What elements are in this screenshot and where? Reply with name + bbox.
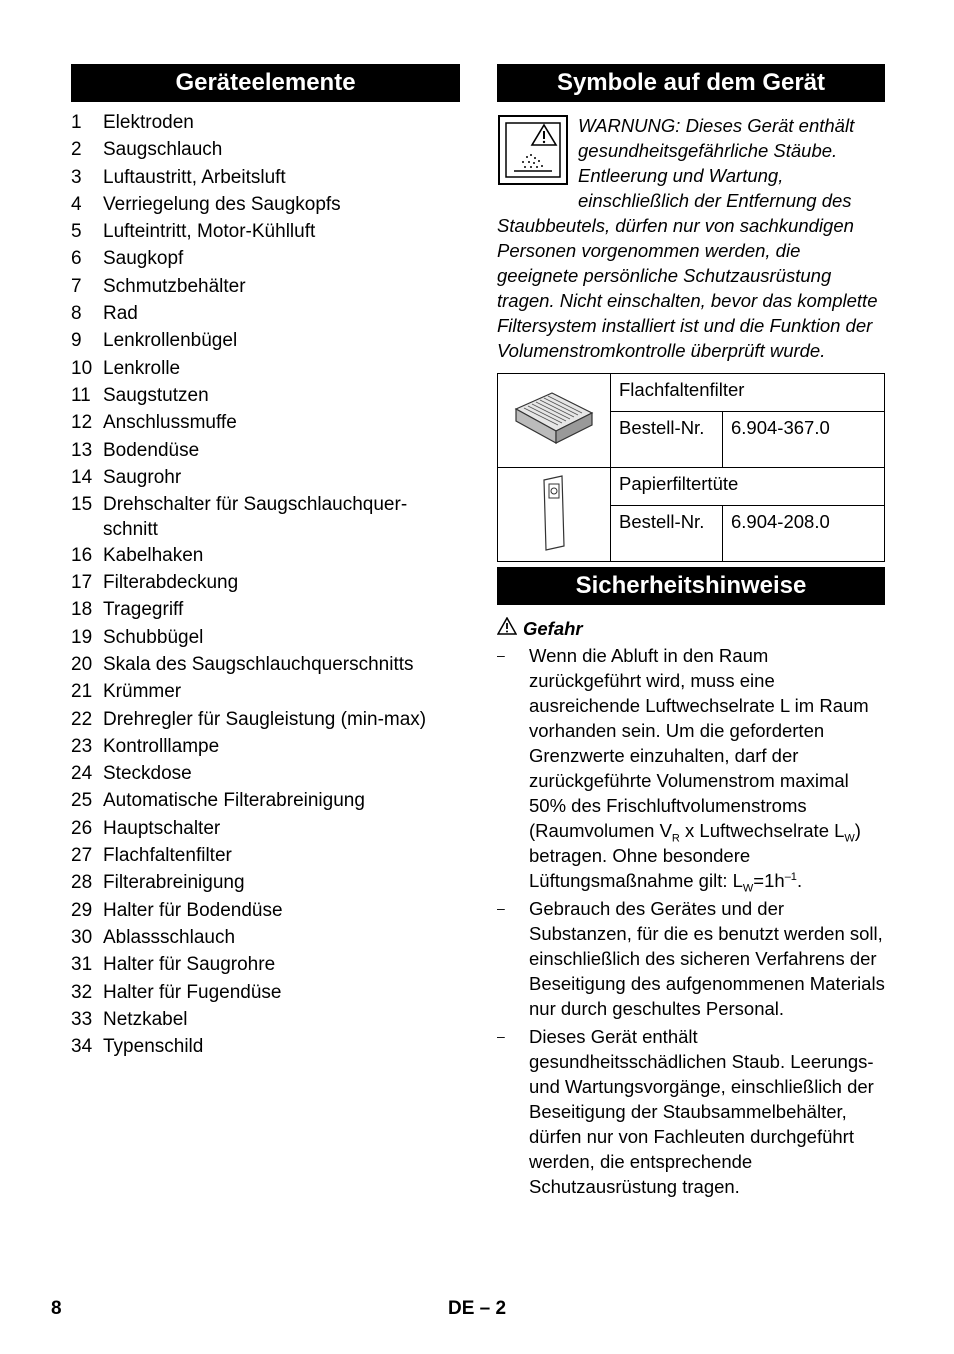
- right-column: [497, 64, 885, 1202]
- item-number: 33: [71, 1008, 93, 1030]
- list-item: [71, 1007, 460, 1034]
- list-dash: –: [497, 1028, 505, 1044]
- table-row: [498, 374, 885, 412]
- list-item: [71, 110, 460, 137]
- hint-text-part: x Luftwechselrate L: [679, 820, 845, 841]
- item-number: 5: [71, 221, 82, 243]
- item-number: 8: [71, 303, 82, 325]
- item-number: 13: [71, 439, 93, 461]
- list-item: [71, 843, 460, 870]
- hint-superscript: –1: [784, 870, 797, 883]
- item-text: Steckdose: [103, 763, 192, 785]
- list-item: [71, 438, 460, 465]
- list-item: [71, 925, 460, 952]
- item-text: Schmutzbehälter: [103, 275, 246, 297]
- item-text: Flachfaltenfilter: [103, 845, 232, 867]
- list-item: [71, 137, 460, 164]
- item-text: Typenschild: [103, 1036, 204, 1058]
- item-number: 4: [71, 193, 82, 215]
- item-text: Lufteintritt, Motor-Kühlluft: [103, 221, 316, 243]
- item-number: 26: [71, 817, 93, 839]
- parts-list: [71, 110, 460, 1061]
- part-name: Flachfaltenfilter: [611, 374, 885, 412]
- list-item: [71, 816, 460, 843]
- item-number: 14: [71, 466, 93, 488]
- list-item: [71, 246, 460, 273]
- item-number: 9: [71, 330, 82, 352]
- left-column: [71, 64, 460, 1061]
- hint-text: Dieses Gerät enthält gesundheitsschädlichen Staub. Leerungs- und Wartungsvorgänge, einschließlich der Beseitigung der Staubsammelbehälter, dürfen nur von Fachleuten durchgeführt werden, die entsprechende Schutzausrüstung tragen.: [529, 1026, 874, 1197]
- hint-subscript: W: [742, 882, 754, 895]
- item-text: Filterabreinigung: [103, 872, 245, 894]
- item-text: Kontrolllampe: [103, 735, 220, 757]
- item-text: Luftaustritt, Arbeitsluft: [103, 166, 286, 188]
- hint-subscript: R: [671, 832, 680, 845]
- section-heading-symbole: Symbole auf dem Gerät: [497, 64, 885, 102]
- list-item: [71, 870, 460, 897]
- warning-block: [497, 113, 885, 363]
- list-item: [497, 896, 885, 1021]
- list-dash: –: [497, 647, 505, 663]
- hint-text-part: ) betragen. Ohne besondere Lüftungsmaßnahme gilt: L: [529, 820, 861, 891]
- list-item: [71, 570, 460, 597]
- item-number: 31: [71, 954, 93, 976]
- item-text: Schubbügel: [103, 626, 204, 648]
- hint-text-part: Wenn die Abluft in den Raum zurückgeführt wird, muss eine ausreichende Luftwechselrate L im Raum vorhanden sein. Um die geforderten Grenzwerte einzuhalten, darf der zurückgeführte Volumenstrom maximal 50% des Frischluftvolumenstroms (Raumvolumen V: [529, 645, 869, 841]
- item-number: 30: [71, 926, 93, 948]
- list-item: [71, 679, 460, 706]
- item-number: 28: [71, 872, 93, 894]
- item-number: 16: [71, 544, 93, 566]
- list-item: [71, 543, 460, 570]
- list-item: [71, 219, 460, 246]
- list-item: [71, 301, 460, 328]
- list-item: [71, 1034, 460, 1061]
- item-text: Halter für Saugrohre: [103, 954, 276, 976]
- list-item: [71, 192, 460, 219]
- section-heading-geraeteelemente: Geräteelemente: [71, 64, 460, 102]
- list-item: [497, 643, 885, 893]
- order-number: 6.904-367.0: [723, 412, 885, 468]
- list-item: [71, 410, 460, 437]
- hint-subscript: W: [844, 832, 855, 845]
- item-number: 24: [71, 763, 93, 785]
- item-text: Bodendüse: [103, 439, 200, 461]
- item-text: Elektroden: [103, 112, 194, 133]
- item-text: Lenkrolle: [103, 357, 181, 379]
- item-text: Anschlussmuffe: [103, 412, 237, 434]
- item-number: 3: [71, 166, 82, 188]
- item-number: 21: [71, 681, 93, 703]
- list-item: [71, 734, 460, 761]
- list-item: [71, 625, 460, 652]
- item-number: 23: [71, 735, 93, 757]
- item-number: 15: [71, 494, 93, 516]
- item-text: Filterabdeckung: [103, 572, 239, 594]
- hint-text: [529, 643, 885, 893]
- item-text: Rad: [103, 303, 138, 325]
- item-text: Drehschalter für Saugschlauchquer-schnitt: [103, 494, 408, 541]
- paper-filter-bag-image: [498, 468, 611, 562]
- item-number: 22: [71, 708, 93, 730]
- item-number: 19: [71, 626, 93, 648]
- section-heading-sicherheitshinweise: Sicherheitshinweise: [497, 567, 885, 605]
- item-number: 12: [71, 412, 93, 434]
- page-number: 8: [51, 1298, 62, 1319]
- hint-text-part: .: [796, 870, 803, 891]
- list-item: [71, 465, 460, 492]
- list-item: [71, 761, 460, 788]
- list-item: [497, 1024, 885, 1199]
- item-text: Automatische Filterabreinigung: [103, 790, 365, 812]
- item-text: Ablassschlauch: [103, 926, 236, 948]
- list-item: [71, 788, 460, 815]
- danger-label: Gefahr: [523, 617, 583, 639]
- item-text: Tragegriff: [103, 599, 184, 621]
- list-item: [71, 597, 460, 624]
- list-item: [71, 707, 460, 734]
- item-number: 25: [71, 790, 93, 812]
- item-number: 18: [71, 599, 93, 621]
- item-number: 20: [71, 653, 93, 675]
- item-number: 7: [71, 275, 82, 297]
- warning-triangle-icon: [497, 617, 517, 640]
- hint-text-part: =1h: [753, 870, 785, 891]
- flat-pleated-filter-image: [498, 374, 611, 468]
- item-text: Halter für Fugendüse: [103, 981, 282, 1003]
- item-number: 32: [71, 981, 93, 1003]
- item-text: Netzkabel: [103, 1008, 188, 1030]
- list-item: [71, 952, 460, 979]
- item-number: 27: [71, 845, 93, 867]
- item-text: Saugschlauch: [103, 139, 223, 161]
- danger-heading: [497, 617, 885, 640]
- dust-hazard-icon: [498, 115, 568, 185]
- item-number: 17: [71, 572, 93, 594]
- list-item: [71, 383, 460, 410]
- list-item: [71, 165, 460, 192]
- part-name: Papierfiltertüte: [611, 468, 885, 506]
- list-item: [71, 980, 460, 1007]
- list-item: [71, 652, 460, 679]
- item-text: Hauptschalter: [103, 817, 221, 839]
- order-label: Bestell-Nr.: [611, 506, 723, 562]
- item-text: Verriegelung des Saugkopfs: [103, 193, 341, 215]
- item-number: 2: [71, 139, 82, 161]
- list-item: [71, 898, 460, 925]
- item-text: Halter für Bodendüse: [103, 899, 283, 921]
- list-dash: –: [497, 900, 505, 916]
- item-text: Saugkopf: [103, 248, 184, 270]
- order-label: Bestell-Nr.: [611, 412, 723, 468]
- list-item: [71, 274, 460, 301]
- item-number: 11: [71, 384, 91, 406]
- order-number: 6.904-208.0: [723, 506, 885, 562]
- item-number: 34: [71, 1036, 93, 1058]
- hint-text: Gebrauch des Gerätes und der Substanzen, für die es benutzt werden soll, einschließlich des sicheren Verfahrens der Beseitigung des aufgenommenen Materials nur durch geschultes Personal.: [529, 898, 885, 1019]
- item-text: Kabelhaken: [103, 544, 204, 566]
- item-number: 10: [71, 357, 93, 379]
- item-number: 6: [71, 248, 82, 270]
- safety-hints-list: [497, 643, 885, 1199]
- item-text: Krümmer: [103, 681, 182, 703]
- list-item: [71, 356, 460, 383]
- item-text: Lenkrollenbügel: [103, 330, 238, 352]
- item-number: 1: [71, 112, 82, 133]
- table-row: [498, 468, 885, 506]
- item-text: Skala des Saugschlauchquerschnitts: [103, 653, 414, 675]
- item-number: 29: [71, 899, 93, 921]
- item-text: Drehregler für Saugleistung (min-max): [103, 708, 427, 730]
- list-item: [71, 492, 431, 543]
- list-item: [71, 328, 460, 355]
- warning-text: WARNUNG: Dieses Gerät enthält gesundheitsgefährliche Stäube. Entleerung und Wartung, einschließlich der Entfernung des Staubbeutels, dürfen nur von sachkundigen Personen vorgenommen werden, die geeignete persönliche Schutzausrüstung tragen. Nicht einschalten, bevor das komplette Filtersystem installiert ist und die Funktion der Volumenstromkontrolle überprüft wurde.: [497, 115, 878, 361]
- language-page-label: DE – 2: [448, 1298, 507, 1319]
- item-text: Saugstutzen: [103, 384, 209, 406]
- spare-parts-table: [497, 373, 885, 562]
- item-text: Saugrohr: [103, 466, 182, 488]
